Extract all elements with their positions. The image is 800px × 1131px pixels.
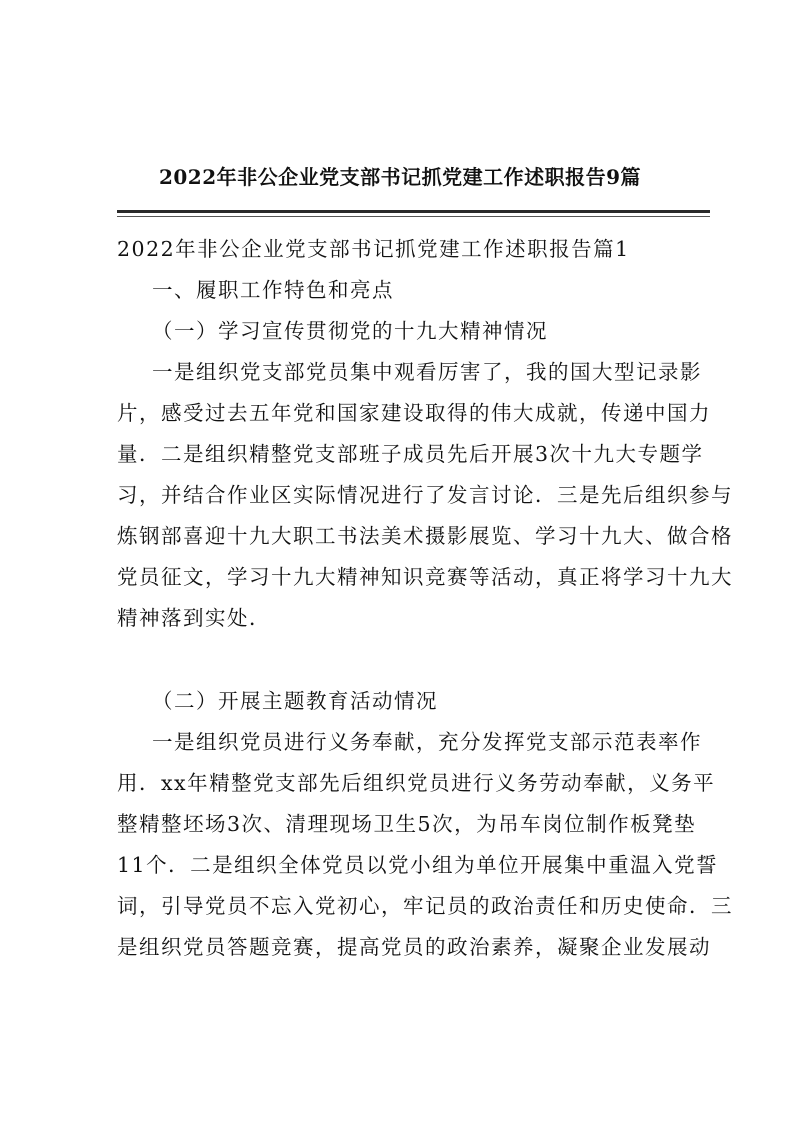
subsection-heading: （一）学习宣传贯彻党的十九大精神情况 bbox=[152, 319, 548, 343]
paragraph-line: 整精整坯场3次、清理现场卫生5次，为吊车岗位制作板凳垫 bbox=[117, 812, 697, 836]
title-divider-thin bbox=[117, 216, 710, 217]
paragraph-line: 党员征文，学习十九大精神知识竞赛等活动，真正将学习十九大 bbox=[117, 565, 733, 589]
paragraph-line: 精神落到实处． bbox=[117, 606, 271, 630]
paragraph-line: 一是组织党支部党员集中观看厉害了，我的国大型记录影 bbox=[152, 360, 702, 384]
paragraph-line: 用．xx年精整党支部先后组织党员进行义务劳动奉献，义务平 bbox=[117, 771, 716, 795]
section-heading: 一、履职工作特色和亮点 bbox=[152, 278, 394, 302]
paragraph-line: 炼钢部喜迎十九大职工书法美术摄影展览、学习十九大、做合格 bbox=[117, 524, 733, 548]
paragraph-line: 片，感受过去五年党和国家建设取得的伟大成就，传递中国力 bbox=[117, 401, 711, 425]
paragraph-line: 量．二是组织精整党支部班子成员先后开展3次十九大专题学 bbox=[117, 442, 704, 466]
title-divider bbox=[117, 210, 710, 213]
subsection-heading: （二）开展主题教育活动情况 bbox=[152, 689, 438, 713]
paragraph-line: 11个．二是组织全体党员以党小组为单位开展集中重温入党誓 bbox=[117, 853, 719, 877]
paragraph-line: 习，并结合作业区实际情况进行了发言讨论．三是先后组织参与 bbox=[117, 483, 733, 507]
paragraph-line: 是组织党员答题竞赛，提高党员的政治素养，凝聚企业发展动 bbox=[117, 935, 711, 959]
document-title: 2022年非公企业党支部书记抓党建工作述职报告9篇 bbox=[158, 165, 642, 189]
paragraph-line: 词，引导党员不忘入党初心，牢记员的政治责任和历史使命．三 bbox=[117, 894, 733, 918]
paragraph-line: 一是组织党员进行义务奉献，充分发挥党支部示范表率作 bbox=[152, 730, 702, 754]
report-heading: 2022年非公企业党支部书记抓党建工作述职报告篇1 bbox=[117, 237, 630, 261]
